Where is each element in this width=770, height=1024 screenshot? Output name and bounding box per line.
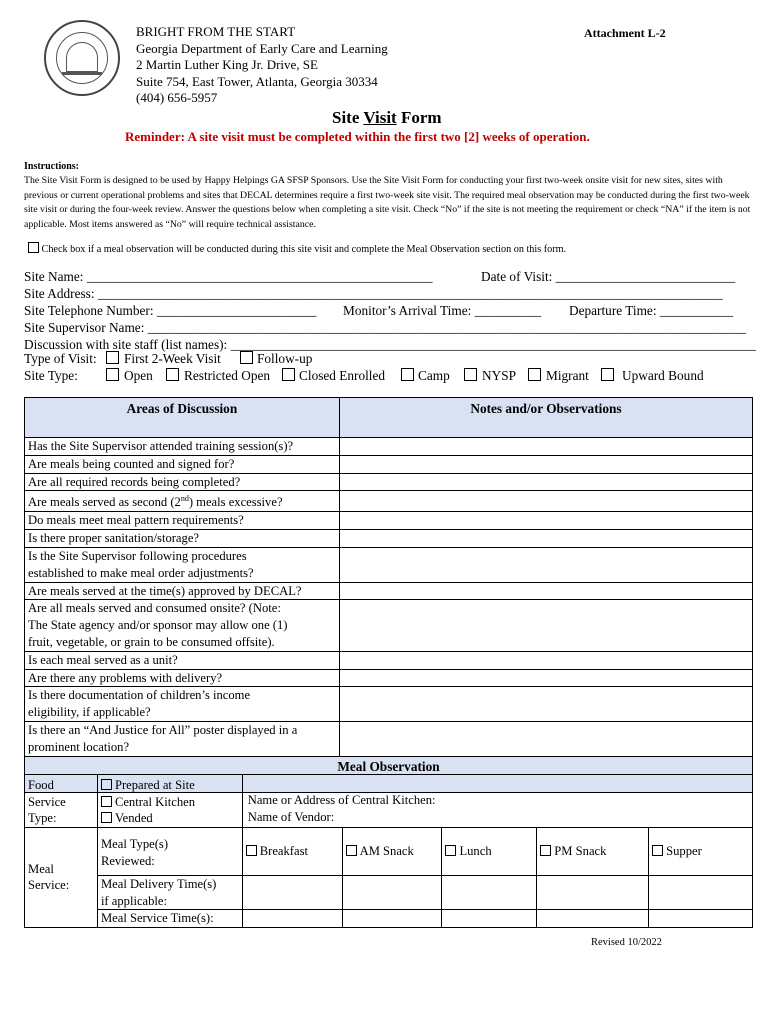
pm-snack-cell: PM Snack: [537, 828, 649, 876]
closed-enrolled-checkbox[interactable]: [282, 368, 295, 381]
site-supervisor-field[interactable]: Site Supervisor Name: __________________________________________________________________________________________: [24, 320, 747, 335]
page-title: Site Visit Form: [332, 108, 442, 127]
question: Are meals served as second (2nd) meals excessive?: [25, 491, 340, 512]
follow-up-label: Follow-up: [257, 351, 313, 366]
food-service-type-label: Food Service Type:: [25, 775, 98, 828]
address-line-2: Suite 754, East Tower, Atlanta, Georgia 30334: [136, 73, 378, 89]
camp-label: Camp: [418, 368, 450, 383]
site-type-label: Site Type:: [24, 368, 78, 383]
delivery-time-label: Meal Delivery Time(s) if applicable:: [97, 876, 242, 910]
service-time-cell[interactable]: [442, 910, 537, 928]
upward-bound-checkbox[interactable]: [601, 368, 614, 381]
question: Is there proper sanitation/storage?: [25, 530, 340, 548]
meal-observation-heading: Meal Observation: [25, 756, 753, 792]
question-row: [25, 669, 753, 687]
notes-cell[interactable]: [339, 669, 752, 687]
question-row: [25, 721, 753, 756]
notes-header: Notes and/or Observations: [339, 398, 752, 438]
upward-bound-label: Upward Bound: [622, 368, 704, 383]
delivery-time-cell[interactable]: [342, 876, 442, 910]
vended-checkbox[interactable]: [101, 812, 112, 823]
open-label: Open: [124, 368, 153, 383]
restricted-open-checkbox[interactable]: [166, 368, 179, 381]
notes-cell[interactable]: [339, 512, 752, 530]
migrant-checkbox[interactable]: [528, 368, 541, 381]
discussion-table-header: [25, 398, 753, 438]
lunch-cell: Lunch: [442, 828, 537, 876]
am-snack-cell: AM Snack: [342, 828, 442, 876]
vendor-name-field[interactable]: Name of Vendor:: [247, 809, 335, 824]
meal-types-label: Meal Type(s) Reviewed:: [97, 828, 242, 876]
notes-cell[interactable]: [339, 455, 752, 473]
meal-observation-table: [24, 774, 753, 928]
migrant-label: Migrant: [546, 368, 589, 383]
question-row: [25, 582, 753, 600]
reminder: Reminder: A site visit must be completed within the first two [2] weeks of operation.: [125, 129, 590, 144]
question-row: [25, 473, 753, 491]
notes-cell[interactable]: [339, 530, 752, 548]
question-row: [25, 651, 753, 669]
service-time-row: [25, 910, 753, 928]
date-of-visit-field[interactable]: Date of Visit: ___________________________: [481, 269, 736, 284]
question-row: [25, 491, 753, 512]
service-time-cell[interactable]: [342, 910, 442, 928]
areas-header: Areas of Discussion: [25, 398, 340, 438]
departure-time-field[interactable]: Departure Time: ___________: [569, 303, 733, 318]
breakfast-checkbox[interactable]: [246, 845, 257, 856]
food-service-options: Prepared at Site Central Kitchen Vended: [97, 775, 242, 828]
question-row: [25, 547, 753, 582]
address-line-1: 2 Martin Luther King Jr. Drive, SE: [136, 57, 318, 72]
letterhead: [136, 24, 388, 107]
question-row: [25, 600, 753, 651]
question: Are all required records being completed?: [25, 473, 340, 491]
notes-cell[interactable]: [339, 651, 752, 669]
lunch-checkbox[interactable]: [445, 845, 456, 856]
follow-up-checkbox[interactable]: [240, 351, 253, 364]
question-row: [25, 438, 753, 456]
prepared-at-site-checkbox[interactable]: [101, 779, 112, 790]
notes-cell[interactable]: [339, 473, 752, 491]
question-row: [25, 455, 753, 473]
notes-cell[interactable]: [339, 547, 752, 582]
open-checkbox[interactable]: [106, 368, 119, 381]
service-time-cell[interactable]: [649, 910, 753, 928]
type-of-visit-label: Type of Visit:: [24, 351, 97, 366]
question: Is there documentation of children’s income eligibility, if applicable?: [25, 687, 340, 722]
meal-observation-check-label: Check box if a meal observation will be conducted during this site visit and complete the Meal Observation section on this form.: [41, 244, 567, 255]
notes-cell[interactable]: [339, 687, 752, 722]
service-time-cell[interactable]: [242, 910, 342, 928]
question: Are meals being counted and signed for?: [25, 455, 340, 473]
question-row: [25, 512, 753, 530]
phone: (404) 656-5957: [136, 90, 218, 105]
discussion-table: [24, 397, 753, 793]
org-name: BRIGHT FROM THE START: [136, 24, 296, 39]
meal-observation-checkbox[interactable]: [28, 242, 39, 253]
dept-name: Georgia Department of Early Care and Learning: [136, 40, 388, 56]
instructions-heading: Instructions:: [24, 161, 80, 172]
central-kitchen-name-field[interactable]: Name or Address of Central Kitchen:: [247, 793, 436, 807]
question: Has the Site Supervisor attended training session(s)?: [25, 438, 340, 456]
first-visit-label: First 2-Week Visit: [124, 351, 221, 366]
nysp-label: NYSP: [482, 368, 516, 383]
meal-service-label: Meal Service:: [25, 828, 98, 928]
supper-cell: Supper: [649, 828, 753, 876]
site-name-field[interactable]: Site Name: ____________________________________________________: [24, 269, 433, 284]
am-snack-checkbox[interactable]: [346, 845, 357, 856]
notes-cell[interactable]: [339, 721, 752, 756]
restricted-open-label: Restricted Open: [184, 368, 271, 383]
central-kitchen-checkbox[interactable]: [101, 796, 112, 807]
question: Are there any problems with delivery?: [25, 669, 340, 687]
delivery-time-cell[interactable]: [649, 876, 753, 910]
site-staff-discussion-field[interactable]: Discussion with site staff (list names): _______________________________________________________________________________: [24, 337, 756, 352]
notes-cell[interactable]: [339, 491, 752, 512]
notes-cell[interactable]: [339, 582, 752, 600]
georgia-state-seal: [44, 20, 120, 96]
nysp-checkbox[interactable]: [464, 368, 477, 381]
notes-cell[interactable]: [339, 438, 752, 456]
site-address-field[interactable]: Site Address: ______________________________________________________________________________________________: [24, 286, 723, 301]
kitchen-vendor-cell[interactable]: [242, 775, 752, 828]
delivery-time-row: [25, 876, 753, 910]
arrival-time-field[interactable]: Monitor’s Arrival Time: __________: [343, 303, 542, 318]
food-service-row: [25, 775, 753, 828]
delivery-time-cell[interactable]: [242, 876, 342, 910]
question: Is there an “And Justice for All” poster displayed in a prominent location?: [25, 721, 340, 756]
camp-checkbox[interactable]: [401, 368, 414, 381]
service-time-cell[interactable]: [537, 910, 649, 928]
site-phone-field[interactable]: Site Telephone Number: ________________________: [24, 303, 317, 318]
question-row: [25, 530, 753, 548]
instructions-body: The Site Visit Form is designed to be used by Happy Helpings GA SFSP Sponsors. Use the Site Visit Form for conducting your first two-week onsite visit for new sites, sites with previous or current operational problems and sites that DECAL determines require a first two-week site visit. The required meal observation may be conducted during the first two-week site visit or during the four-week review. Answer the questions below when completing a site visit. Check “No” if the site is not meeting the requirement or check “NA” if the item is not applicable. Most items answered as “No” will require technical assistance.: [24, 175, 751, 230]
first-visit-checkbox[interactable]: [106, 351, 119, 364]
pm-snack-checkbox[interactable]: [540, 845, 551, 856]
question: Are meals served at the time(s) approved by DECAL?: [25, 582, 340, 600]
revision-date: Revised 10/2022: [591, 937, 662, 948]
notes-cell[interactable]: [339, 600, 752, 651]
question: Do meals meet meal pattern requirements?: [25, 512, 340, 530]
meal-observation-check: [28, 242, 566, 255]
supper-checkbox[interactable]: [652, 845, 663, 856]
meal-types-row: [25, 828, 753, 876]
attachment-label: Attachment L-2: [584, 26, 666, 40]
question-row: [25, 687, 753, 722]
closed-enrolled-label: Closed Enrolled: [299, 368, 386, 383]
delivery-time-cell[interactable]: [442, 876, 537, 910]
question: Is the Site Supervisor following procedures established to make meal order adjustments?: [25, 547, 340, 582]
question: Are all meals served and consumed onsite? (Note: The State agency and/or sponsor may allow one (1) fruit, vegetable, or grain to be consumed offsite).: [25, 600, 340, 651]
service-time-label: Meal Service Time(s):: [97, 910, 242, 928]
delivery-time-cell[interactable]: [537, 876, 649, 910]
breakfast-cell: Breakfast: [242, 828, 342, 876]
question: Is each meal served as a unit?: [25, 651, 340, 669]
